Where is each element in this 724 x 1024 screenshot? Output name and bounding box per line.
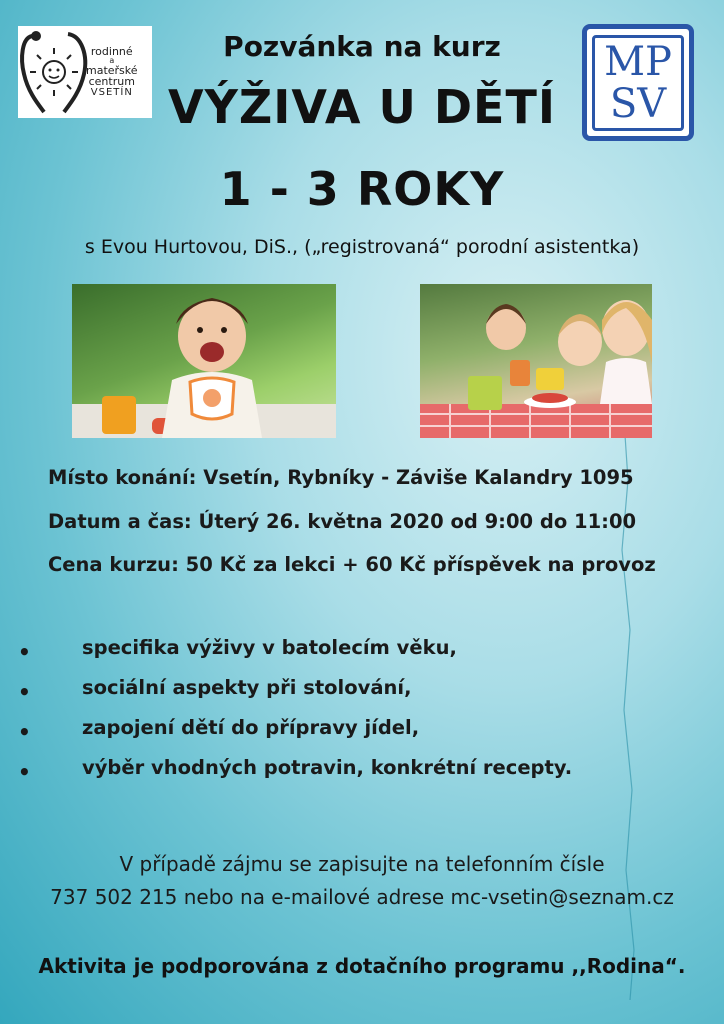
list-item-text: specifika výživy v batolecím věku, [82, 636, 457, 659]
support-note: Aktivita je podporována z dotačního programu ,,Rodina“. [38, 954, 686, 978]
logo-line: rodinné [90, 45, 133, 58]
bullet-dot: • [18, 640, 31, 664]
age-range: 1 - 3 ROKY [219, 162, 505, 216]
info-datetime: Datum a čas: Úterý 26. května 2020 od 9:00 do 11:00 [48, 510, 637, 533]
toddler-illustration [72, 284, 336, 438]
topics-list [18, 636, 572, 796]
pretitle: Pozvánka na kurz [223, 30, 501, 63]
list-item [18, 636, 572, 676]
mpsv-line: SV [609, 80, 667, 127]
logo-line: VSETÍN [90, 87, 133, 98]
photo-children-picnic [420, 284, 652, 438]
contact-info [0, 848, 724, 914]
lecturer: s Evou Hurtovou, DiS., („registrovaná“ porodní asistentka) [84, 236, 640, 258]
info-price: Cena kurzu: 50 Kč za lekci + 60 Kč příspěvek na provoz [48, 553, 656, 576]
contact-line: 737 502 215 nebo na e-mailové adrese mc-vsetin@seznam.cz [50, 885, 674, 909]
bullet-dot: • [18, 760, 31, 784]
photo-toddler [72, 284, 336, 438]
logo-line: a [109, 56, 115, 65]
page-title: VÝŽIVA U DĚTÍ [168, 80, 556, 134]
list-item-text: zapojení dětí do přípravy jídel, [82, 716, 420, 739]
list-item [18, 716, 572, 756]
list-item [18, 676, 572, 716]
mpsv-line: MP [604, 38, 672, 85]
contact-line: V případě zájmu se zapisujte na telefonním čísle [119, 852, 605, 876]
list-item-text: výběr vhodných potravin, konkrétní recepty. [82, 756, 573, 779]
bullet-dot: • [18, 720, 31, 744]
logo-line: mateřské [86, 64, 138, 77]
list-item-text: sociální aspekty při stolování, [82, 676, 412, 699]
list-item [18, 756, 572, 796]
bullet-dot: • [18, 680, 31, 704]
info-place: Místo konání: Vsetín, Rybníky - Záviše Kalandry 1095 [48, 466, 634, 489]
picnic-illustration [420, 284, 652, 438]
logo-line: centrum [88, 75, 135, 88]
